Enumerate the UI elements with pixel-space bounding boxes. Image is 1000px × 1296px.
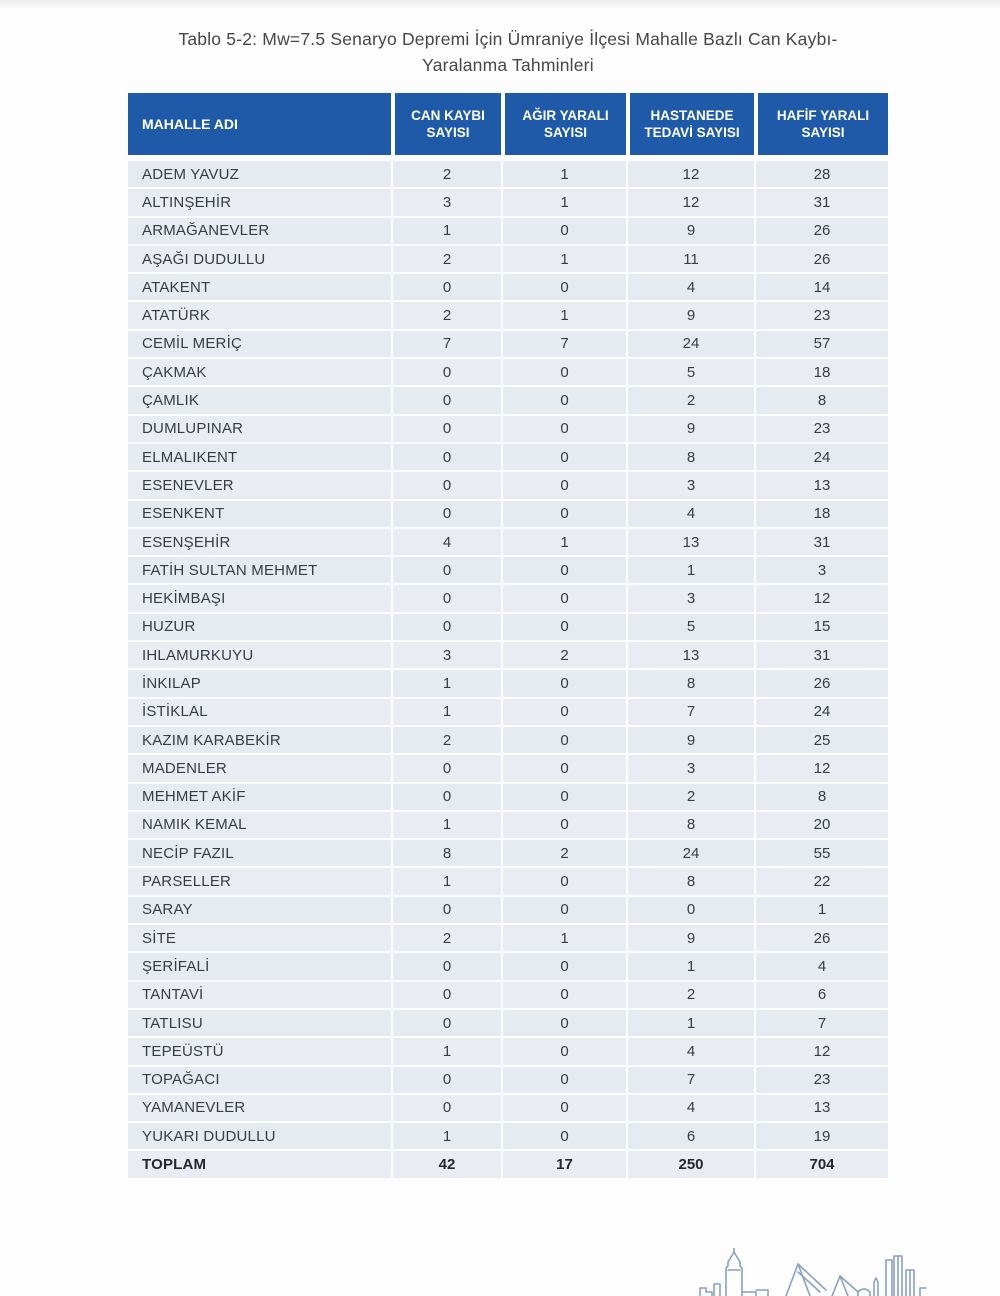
value-cell: 0: [391, 982, 501, 1008]
table-row: [128, 387, 888, 413]
value-cell: 24: [754, 444, 888, 470]
table-row: [128, 274, 888, 300]
value-cell: 2: [391, 302, 501, 328]
value-cell: 8: [626, 868, 754, 894]
value-cell: 0: [391, 387, 501, 413]
neighborhood-name-cell: NAMIK KEMAL: [128, 812, 391, 838]
value-cell: 1: [391, 1038, 501, 1064]
table-row: [128, 727, 888, 753]
value-cell: 23: [754, 1067, 888, 1093]
neighborhood-name-cell: ALTINŞEHİR: [128, 189, 391, 215]
value-cell: 0: [501, 755, 626, 781]
value-cell: 0: [501, 1095, 626, 1121]
value-cell: 13: [626, 529, 754, 555]
value-cell: 4: [391, 529, 501, 555]
value-cell: 0: [501, 387, 626, 413]
table-row: [128, 868, 888, 894]
value-cell: 17: [501, 1151, 626, 1177]
value-cell: 0: [501, 812, 626, 838]
neighborhood-name-cell: MADENLER: [128, 755, 391, 781]
value-cell: 3: [391, 189, 501, 215]
value-cell: 8: [626, 444, 754, 470]
table-row: [128, 699, 888, 725]
value-cell: 0: [391, 784, 501, 810]
neighborhood-name-cell: CEMİL MERİÇ: [128, 331, 391, 357]
neighborhood-name-cell: HEKİMBAŞI: [128, 585, 391, 611]
value-cell: 0: [391, 897, 501, 923]
value-cell: 0: [501, 1038, 626, 1064]
table-row: [128, 218, 888, 244]
neighborhood-name-cell: ÇAKMAK: [128, 359, 391, 385]
istanbul-skyline-icon: [698, 1248, 928, 1296]
table-row: [128, 755, 888, 781]
table-row: [128, 359, 888, 385]
value-cell: 18: [754, 359, 888, 385]
value-cell: 4: [626, 1095, 754, 1121]
value-cell: 12: [626, 189, 754, 215]
neighborhood-name-cell: KAZIM KARABEKİR: [128, 727, 391, 753]
neighborhood-name-cell: FATİH SULTAN MEHMET: [128, 557, 391, 583]
table-row: [128, 501, 888, 527]
table-row: [128, 670, 888, 696]
value-cell: 7: [391, 331, 501, 357]
value-cell: 1: [391, 670, 501, 696]
value-cell: 0: [391, 1095, 501, 1121]
table-caption: [128, 26, 888, 78]
value-cell: 12: [754, 755, 888, 781]
value-cell: 0: [501, 1123, 626, 1149]
value-cell: 0: [501, 585, 626, 611]
value-cell: 0: [501, 699, 626, 725]
value-cell: 0: [391, 416, 501, 442]
value-cell: 0: [501, 444, 626, 470]
table-row: [128, 925, 888, 951]
table-row: [128, 302, 888, 328]
value-cell: 3: [754, 557, 888, 583]
value-cell: 24: [626, 840, 754, 866]
neighborhood-name-cell: İSTİKLAL: [128, 699, 391, 725]
value-cell: 2: [391, 161, 501, 187]
value-cell: 1: [391, 812, 501, 838]
neighborhood-name-cell: NECİP FAZIL: [128, 840, 391, 866]
value-cell: 4: [626, 1038, 754, 1064]
table-caption-line1: Tablo 5-2: Mw=7.5 Senaryo Depremi İçin Ümraniye İlçesi Mahalle Bazlı Can Kaybı-: [178, 29, 838, 49]
neighborhood-name-cell: SİTE: [128, 925, 391, 951]
table-row: [128, 1067, 888, 1093]
value-cell: 26: [754, 670, 888, 696]
neighborhood-name-cell: TEPEÜSTÜ: [128, 1038, 391, 1064]
value-cell: 1: [391, 699, 501, 725]
value-cell: 0: [501, 1010, 626, 1036]
neighborhood-name-cell: YAMANEVLER: [128, 1095, 391, 1121]
table-row: [128, 189, 888, 215]
value-cell: 7: [501, 331, 626, 357]
table-row: [128, 1095, 888, 1121]
value-cell: 9: [626, 302, 754, 328]
value-cell: 1: [391, 868, 501, 894]
value-cell: 0: [501, 557, 626, 583]
value-cell: 19: [754, 1123, 888, 1149]
neighborhood-name-cell: SARAY: [128, 897, 391, 923]
value-cell: 0: [391, 1010, 501, 1036]
neighborhood-name-cell: ESENŞEHİR: [128, 529, 391, 555]
value-cell: 2: [391, 727, 501, 753]
value-cell: 0: [501, 218, 626, 244]
value-cell: 2: [501, 642, 626, 668]
value-cell: 2: [391, 246, 501, 272]
value-cell: 12: [626, 161, 754, 187]
table-row: [128, 840, 888, 866]
value-cell: 1: [626, 1010, 754, 1036]
table-row: [128, 642, 888, 668]
table-row: [128, 529, 888, 555]
neighborhood-name-cell: MEHMET AKİF: [128, 784, 391, 810]
neighborhood-name-cell: TANTAVİ: [128, 982, 391, 1008]
value-cell: 0: [391, 359, 501, 385]
value-cell: 6: [754, 982, 888, 1008]
value-cell: 1: [626, 557, 754, 583]
column-header-hafif-yarali: HAFİF YARALI SAYISI: [754, 93, 888, 155]
table-row: [128, 614, 888, 640]
value-cell: 7: [754, 1010, 888, 1036]
value-cell: 0: [501, 982, 626, 1008]
neighborhood-name-cell: YUKARI DUDULLU: [128, 1123, 391, 1149]
value-cell: 1: [626, 953, 754, 979]
value-cell: 3: [626, 755, 754, 781]
table-row: [128, 331, 888, 357]
value-cell: 704: [754, 1151, 888, 1177]
neighborhood-name-cell: ATATÜRK: [128, 302, 391, 328]
neighborhood-name-cell: ŞERİFALİ: [128, 953, 391, 979]
neighborhood-name-cell: ADEM YAVUZ: [128, 161, 391, 187]
neighborhood-name-cell: TOPAĞACI: [128, 1067, 391, 1093]
table-row: [128, 161, 888, 187]
value-cell: 26: [754, 925, 888, 951]
value-cell: 6: [626, 1123, 754, 1149]
value-cell: 1: [391, 1123, 501, 1149]
value-cell: 11: [626, 246, 754, 272]
neighborhood-name-cell: İNKILAP: [128, 670, 391, 696]
value-cell: 9: [626, 416, 754, 442]
value-cell: 1: [501, 302, 626, 328]
table-total-row: [128, 1151, 888, 1177]
table-body: [128, 161, 888, 1178]
table-caption-line2: Yaralanma Tahminleri: [422, 55, 594, 75]
value-cell: 0: [391, 585, 501, 611]
value-cell: 18: [754, 501, 888, 527]
value-cell: 8: [391, 840, 501, 866]
value-cell: 0: [501, 868, 626, 894]
value-cell: 8: [626, 670, 754, 696]
value-cell: 0: [501, 953, 626, 979]
value-cell: 1: [501, 161, 626, 187]
value-cell: 0: [501, 727, 626, 753]
value-cell: 2: [626, 784, 754, 810]
value-cell: 55: [754, 840, 888, 866]
value-cell: 1: [501, 189, 626, 215]
value-cell: 31: [754, 529, 888, 555]
neighborhood-name-cell: ESENEVLER: [128, 472, 391, 498]
value-cell: 0: [391, 953, 501, 979]
table-row: [128, 416, 888, 442]
value-cell: 0: [501, 670, 626, 696]
value-cell: 12: [754, 585, 888, 611]
neighborhood-name-cell: TATLISU: [128, 1010, 391, 1036]
value-cell: 28: [754, 161, 888, 187]
value-cell: 3: [626, 472, 754, 498]
value-cell: 0: [391, 472, 501, 498]
value-cell: 5: [626, 614, 754, 640]
value-cell: 24: [626, 331, 754, 357]
column-header-mahalle-adi: MAHALLE ADI: [128, 93, 391, 155]
neighborhood-name-cell: ATAKENT: [128, 274, 391, 300]
value-cell: 0: [391, 501, 501, 527]
value-cell: 250: [626, 1151, 754, 1177]
value-cell: 9: [626, 218, 754, 244]
value-cell: 2: [501, 840, 626, 866]
table-row: [128, 897, 888, 923]
value-cell: 0: [501, 359, 626, 385]
value-cell: 2: [626, 387, 754, 413]
value-cell: 4: [626, 274, 754, 300]
neighborhood-name-cell: TOPLAM: [128, 1151, 391, 1177]
neighborhood-name-cell: AŞAĞI DUDULLU: [128, 246, 391, 272]
value-cell: 0: [501, 501, 626, 527]
column-header-can-kaybi: CAN KAYBI SAYISI: [391, 93, 501, 155]
value-cell: 26: [754, 218, 888, 244]
value-cell: 8: [754, 784, 888, 810]
value-cell: 0: [391, 614, 501, 640]
value-cell: 1: [501, 925, 626, 951]
value-cell: 1: [391, 218, 501, 244]
value-cell: 15: [754, 614, 888, 640]
neighborhood-name-cell: DUMLUPINAR: [128, 416, 391, 442]
value-cell: 5: [626, 359, 754, 385]
value-cell: 57: [754, 331, 888, 357]
table-row: [128, 557, 888, 583]
value-cell: 22: [754, 868, 888, 894]
table-row: [128, 246, 888, 272]
value-cell: 3: [626, 585, 754, 611]
value-cell: 2: [626, 982, 754, 1008]
value-cell: 31: [754, 189, 888, 215]
table-row: [128, 1038, 888, 1064]
value-cell: 26: [754, 246, 888, 272]
value-cell: 12: [754, 1038, 888, 1064]
neighborhood-name-cell: ARMAĞANEVLER: [128, 218, 391, 244]
value-cell: 13: [626, 642, 754, 668]
value-cell: 4: [626, 501, 754, 527]
value-cell: 0: [391, 444, 501, 470]
value-cell: 25: [754, 727, 888, 753]
neighborhood-name-cell: PARSELLER: [128, 868, 391, 894]
value-cell: 0: [501, 784, 626, 810]
value-cell: 0: [501, 614, 626, 640]
value-cell: 8: [626, 812, 754, 838]
value-cell: 0: [391, 1067, 501, 1093]
value-cell: 23: [754, 302, 888, 328]
value-cell: 20: [754, 812, 888, 838]
value-cell: 14: [754, 274, 888, 300]
value-cell: 8: [754, 387, 888, 413]
neighborhood-name-cell: ELMALIKENT: [128, 444, 391, 470]
value-cell: 13: [754, 472, 888, 498]
table-row: [128, 812, 888, 838]
value-cell: 23: [754, 416, 888, 442]
value-cell: 0: [501, 1067, 626, 1093]
table-row: [128, 982, 888, 1008]
value-cell: 0: [391, 274, 501, 300]
value-cell: 1: [501, 246, 626, 272]
neighborhood-name-cell: IHLAMURKUYU: [128, 642, 391, 668]
value-cell: 31: [754, 642, 888, 668]
value-cell: 3: [391, 642, 501, 668]
neighborhood-name-cell: HUZUR: [128, 614, 391, 640]
value-cell: 0: [501, 416, 626, 442]
table-row: [128, 1123, 888, 1149]
value-cell: 0: [391, 755, 501, 781]
table-header-row: [128, 93, 888, 155]
value-cell: 7: [626, 1067, 754, 1093]
value-cell: 4: [754, 953, 888, 979]
value-cell: 1: [501, 529, 626, 555]
column-header-agir-yarali: AĞIR YARALI SAYISI: [501, 93, 626, 155]
value-cell: 24: [754, 699, 888, 725]
table-row: [128, 585, 888, 611]
table-row: [128, 1010, 888, 1036]
value-cell: 9: [626, 727, 754, 753]
table-row: [128, 472, 888, 498]
table-row: [128, 444, 888, 470]
value-cell: 42: [391, 1151, 501, 1177]
casualty-table: [128, 93, 888, 1180]
value-cell: 13: [754, 1095, 888, 1121]
value-cell: 0: [626, 897, 754, 923]
value-cell: 0: [501, 897, 626, 923]
value-cell: 0: [501, 472, 626, 498]
value-cell: 2: [391, 925, 501, 951]
scan-edge-artifact: [0, 0, 1000, 9]
value-cell: 0: [501, 274, 626, 300]
neighborhood-name-cell: ESENKENT: [128, 501, 391, 527]
table-row: [128, 784, 888, 810]
value-cell: 1: [754, 897, 888, 923]
value-cell: 7: [626, 699, 754, 725]
value-cell: 9: [626, 925, 754, 951]
value-cell: 0: [391, 557, 501, 583]
neighborhood-name-cell: ÇAMLIK: [128, 387, 391, 413]
table-row: [128, 953, 888, 979]
column-header-hastanede-tedavi: HASTANEDE TEDAVİ SAYISI: [626, 93, 754, 155]
